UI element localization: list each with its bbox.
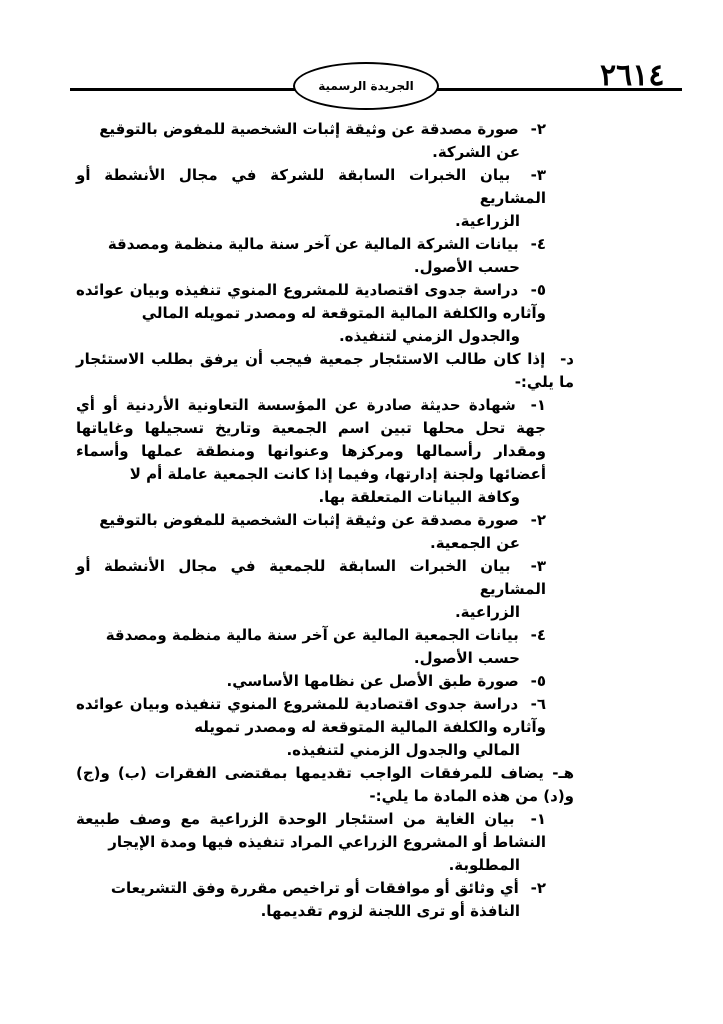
item-number: ٤- <box>530 235 546 253</box>
list-item <box>76 877 546 923</box>
item-text: أي وثائق أو موافقات أو تراخيص مقررة وفق التشريعات <box>110 879 519 897</box>
section-text: إذا كان طالب الاستئجار جمعية فيجب أن يرفق بطلب الاستئجار ما يلي:- <box>76 350 574 391</box>
item-text: دراسة جدوى اقتصادية للمشروع المنوي تنفيذه وبيان عوائده وآثاره والكلفة المالية المتوقعة له ومصدر تمويله <box>76 695 546 736</box>
list-item <box>76 394 546 509</box>
list-item <box>76 164 546 233</box>
item-text: بيانات الجمعية المالية عن آخر سنة مالية منظمة ومصدقة <box>105 626 519 644</box>
item-text-continued: المطلوبة. <box>448 856 520 874</box>
item-number: ٢- <box>530 879 546 897</box>
list-item <box>76 118 546 164</box>
list-item <box>76 624 546 670</box>
gazette-title-oval <box>293 62 439 110</box>
item-text: دراسة جدوى اقتصادية للمشروع المنوي تنفيذه وبيان عوائده وآثاره والكلفة المالية المتوقعة له ومصدر تمويله المالي <box>76 281 546 322</box>
list-item <box>76 555 546 624</box>
item-number: ٤- <box>530 626 546 644</box>
item-text: بيان الخبرات السابقة للشركة في مجال الأنشطة أو المشاريع <box>76 166 546 207</box>
item-text-continued: النافذة أو ترى اللجنة لزوم تقديمها. <box>260 902 520 920</box>
list-item <box>76 808 546 877</box>
item-text-continued: الزراعية. <box>454 212 520 230</box>
page-number: ٢٦١٤ <box>600 58 665 93</box>
item-number: ٢- <box>530 120 546 138</box>
section-label: هـ- <box>552 764 574 782</box>
item-text: بيانات الشركة المالية عن آخر سنة مالية منظمة ومصدقة <box>107 235 519 253</box>
document-body <box>76 118 574 923</box>
item-text: صورة مصدقة عن وثيقة إثبات الشخصية للمفوض بالتوقيع <box>99 511 519 529</box>
item-text-continued: عن الجمعية. <box>430 534 520 552</box>
list-item <box>76 670 546 693</box>
item-text-continued: والجدول الزمني لتنفيذه. <box>338 327 520 345</box>
item-text: بيان الغاية من استئجار الوحدة الزراعية مع وصف طبيعة النشاط أو المشروع الزراعي المراد تنفيذه فيها ومدة الإيجار <box>76 810 546 851</box>
item-number: ٦- <box>530 695 546 713</box>
list-item <box>76 693 546 762</box>
item-number: ١- <box>530 810 546 828</box>
section-h <box>76 762 574 808</box>
item-text-continued: المالي والجدول الزمني لتنفيذه. <box>286 741 520 759</box>
item-text-continued: الزراعية. <box>454 603 520 621</box>
item-text: صورة طبق الأصل عن نظامها الأساسي. <box>226 672 519 690</box>
item-number: ٣- <box>530 557 546 575</box>
item-number: ٣- <box>530 166 546 184</box>
section-label: د- <box>560 350 574 368</box>
section-d <box>76 348 574 394</box>
item-number: ١- <box>530 396 546 414</box>
item-number: ٥- <box>530 281 546 299</box>
item-text-continued: حسب الأصول. <box>413 649 520 667</box>
gazette-title: الجريدة الرسمية <box>318 79 414 93</box>
list-item <box>76 233 546 279</box>
item-text: شهادة حديثة صادرة عن المؤسسة التعاونية الأردنية أو أي جهة تحل محلها تبين اسم الجمعية وتاريخ تسجيلها وغاياتها ومقدار رأسمالها ومركزها وعنوانها ومنطقة عملها وأسماء أعضائها ولجنة إدارتها، وفيما إذا كانت الجمعية عاملة أم لا <box>76 396 546 483</box>
item-text: بيان الخبرات السابقة للجمعية في مجال الأنشطة أو المشاريع <box>76 557 546 598</box>
section-text: يضاف للمرفقات الواجب تقديمها بمقتضى الفقرات (ب) و(ج) و(د) من هذه المادة ما يلي:- <box>76 764 574 805</box>
item-text-continued: عن الشركة. <box>432 143 520 161</box>
item-text: صورة مصدقة عن وثيقة إثبات الشخصية للمفوض بالتوقيع <box>99 120 519 138</box>
item-number: ٥- <box>530 672 546 690</box>
item-text-continued: وكافة البيانات المتعلقة بها. <box>318 488 520 506</box>
item-number: ٢- <box>530 511 546 529</box>
list-item <box>76 509 546 555</box>
item-text-continued: حسب الأصول. <box>413 258 520 276</box>
list-item <box>76 279 546 348</box>
